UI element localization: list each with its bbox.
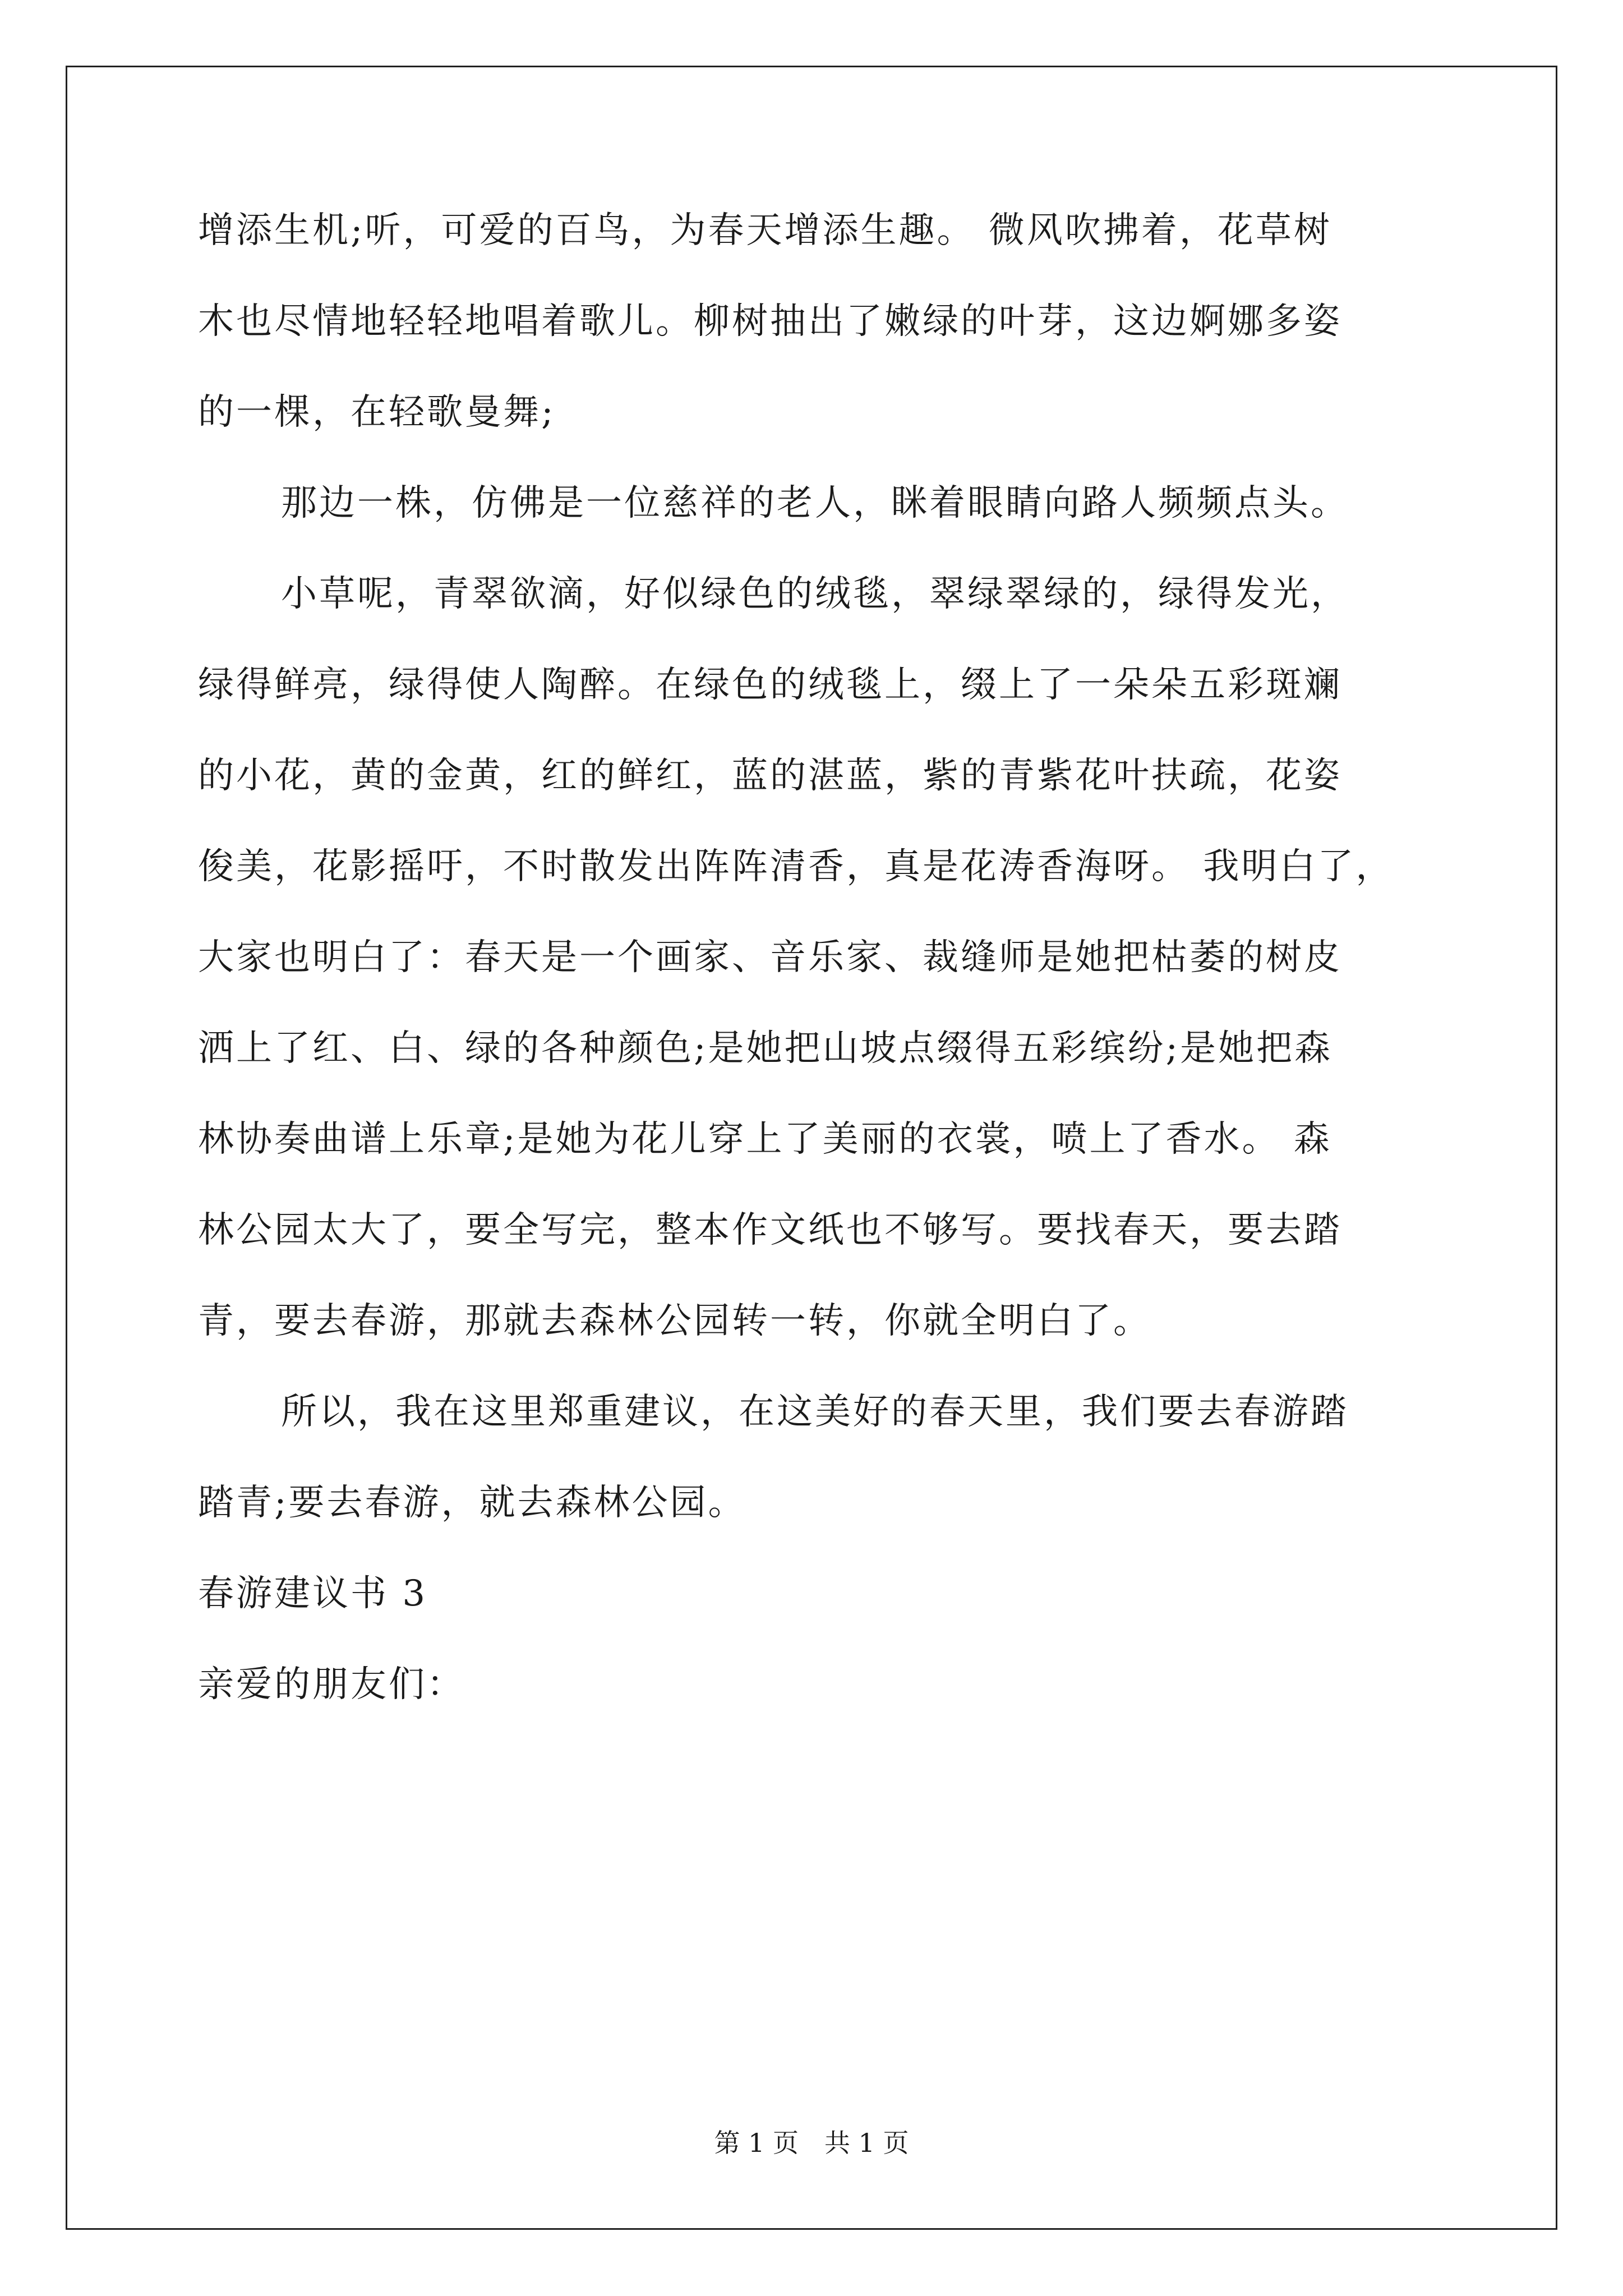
page-footer: 第 1 页 共 1 页 (714, 2128, 909, 2158)
text-line: 木也尽情地轻轻地唱着歌儿。柳树抽出了嫩绿的叶芽，这边婀娜多姿 (198, 301, 1342, 342)
text-line: 大家也明白了：春天是一个画家、音乐家、裁缝师是她把枯萎的树皮 (198, 937, 1342, 978)
document-body (198, 185, 1426, 1730)
text-line: 增添生机;听，可爱的百鸟，为春天增添生趣。 微风吹拂着，花草树 (198, 210, 1332, 251)
text-line: 林公园太大了，要全写完，整本作文纸也不够写。要找春天，要去踏 (198, 1209, 1342, 1251)
text-line: 林协奏曲谱上乐章;是她为花儿穿上了美丽的衣裳，喷上了香水。 森 (198, 1119, 1332, 1160)
salutation: 亲爱的朋友们： (198, 1664, 465, 1705)
text-line: 青，要去春游，那就去森林公园转一转，你就全明白了。 (198, 1300, 1151, 1342)
text-line: 绿得鲜亮，绿得使人陶醉。在绿色的绒毯上，缀上了一朵朵五彩斑斓 (198, 664, 1342, 706)
section-heading: 春游建议书 3 (198, 1573, 428, 1614)
text-line: 的小花，黄的金黄，红的鲜红，蓝的湛蓝，紫的青紫花叶扶疏，花姿 (198, 755, 1342, 797)
text-line: 小草呢，青翠欲滴，好似绿色的绒毯，翠绿翠绿的，绿得发光， (281, 573, 1349, 615)
text-line: 俊美，花影摇吁，不时散发出阵阵清香，真是花涛香海呀。 我明白了， (198, 846, 1394, 887)
text-line: 踏青;要去春游，就去森林公园。 (198, 1482, 746, 1524)
text-line: 所以，我在这里郑重建议，在这美好的春天里，我们要去春游踏 (281, 1391, 1349, 1433)
text-line: 的一棵，在轻歌曼舞; (198, 392, 556, 433)
text-line: 那边一株，仿佛是一位慈祥的老人，眯着眼睛向路人频频点头。 (281, 482, 1349, 524)
text-line: 洒上了红、白、绿的各种颜色;是她把山坡点缀得五彩缤纷;是她把森 (198, 1028, 1333, 1069)
